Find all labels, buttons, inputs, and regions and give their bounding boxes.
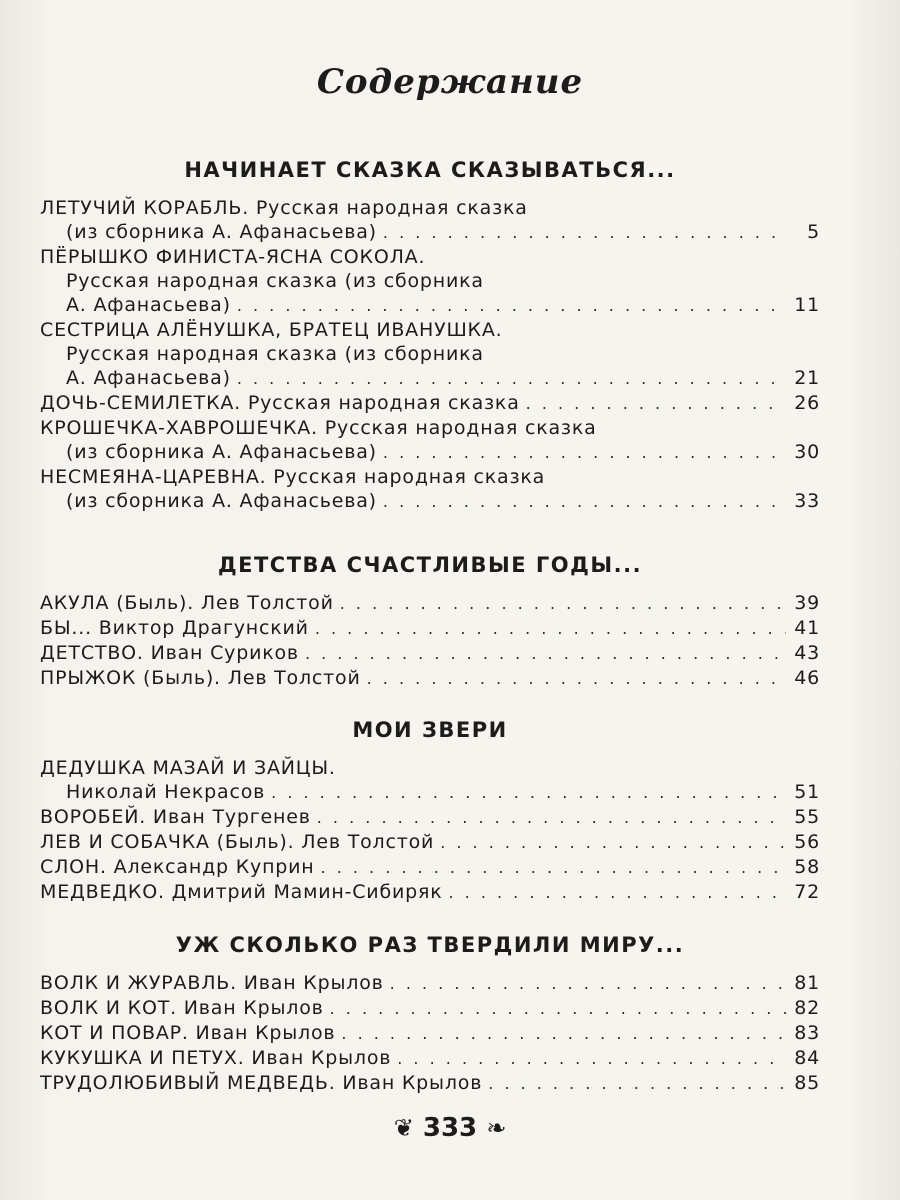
toc-entry-line xyxy=(40,780,820,805)
toc-page-number: 83 xyxy=(794,1022,820,1044)
toc-page-number: 51 xyxy=(794,781,820,803)
toc-entry-text: ЛЕВ И СОБАЧКА (Быль). Лев Толстой xyxy=(40,831,435,853)
toc-section xyxy=(40,553,820,691)
toc-entry xyxy=(40,855,820,880)
toc-entry-line xyxy=(40,489,820,514)
dot-leader xyxy=(237,367,786,391)
toc-entry xyxy=(40,666,820,691)
toc-entry xyxy=(40,416,820,465)
dot-leader xyxy=(237,294,786,318)
toc-entry-line xyxy=(40,196,820,220)
toc-entry-text: Николай Некрасов xyxy=(66,781,266,803)
toc-entry-line xyxy=(40,318,820,342)
toc-page-number: 41 xyxy=(794,617,820,639)
toc-entry xyxy=(40,196,820,245)
toc-entry-line xyxy=(40,1046,820,1071)
dot-leader xyxy=(390,972,786,996)
dot-leader xyxy=(321,856,786,880)
toc-entry-text: КОТ И ПОВАР. Иван Крылов xyxy=(40,1022,336,1044)
page-number: 333 xyxy=(422,1113,478,1143)
toc-entry-line xyxy=(40,416,820,440)
toc-entry xyxy=(40,1046,820,1071)
dot-leader xyxy=(488,1072,786,1096)
toc-entry-line xyxy=(40,616,820,641)
ornament-right-icon: ❧ xyxy=(486,1114,507,1142)
toc-entry-text: СЛОН. Александр Куприн xyxy=(40,856,315,878)
toc-entry-text: Русская народная сказка (из сборника xyxy=(66,343,484,365)
toc-page-number: 56 xyxy=(794,831,820,853)
toc-page-number: 82 xyxy=(794,997,820,1019)
toc-entry-line xyxy=(40,756,820,780)
toc-entry-line xyxy=(40,391,820,416)
toc-entry-text: А. Афанасьева) xyxy=(66,294,231,316)
page-footer xyxy=(0,1113,900,1143)
toc-entry-text: (из сборника А. Афанасьева) xyxy=(66,221,377,243)
toc-entry-line xyxy=(40,1021,820,1046)
toc-entry xyxy=(40,616,820,641)
dot-leader xyxy=(383,441,786,465)
toc-page-number: 30 xyxy=(794,441,820,463)
toc-entry-text: ВОЛК И КОТ. Иван Крылов xyxy=(40,997,324,1019)
toc-entry-text: АКУЛА (Быль). Лев Толстой xyxy=(40,592,334,614)
toc-entry-line xyxy=(40,805,820,830)
toc-entry xyxy=(40,1071,820,1096)
toc-page-number: 5 xyxy=(807,221,820,243)
dot-leader xyxy=(397,1047,786,1071)
toc-entry-line xyxy=(40,641,820,666)
dot-leader xyxy=(448,881,786,905)
toc-entry xyxy=(40,641,820,666)
toc-page-number: 43 xyxy=(794,642,820,664)
toc-entry-text: ДОЧЬ-СЕМИЛЕТКА. Русская народная сказка xyxy=(40,392,520,414)
toc-entry-text: ПРЫЖОК (Быль). Лев Толстой xyxy=(40,667,361,689)
dot-leader xyxy=(367,667,786,691)
toc-entry-text: А. Афанасьева) xyxy=(66,367,231,389)
toc-entry xyxy=(40,971,820,996)
toc-entry xyxy=(40,880,820,905)
toc-entry-line xyxy=(40,220,820,245)
toc-entry-text: КУКУШКА И ПЕТУХ. Иван Крылов xyxy=(40,1047,392,1069)
page-title: Содержание xyxy=(316,62,584,102)
section-heading: ДЕТСТВА СЧАСТЛИВЫЕ ГОДЫ... xyxy=(217,553,643,577)
section-heading: МОИ ЗВЕРИ xyxy=(352,718,508,742)
section-heading: УЖ СКОЛЬКО РАЗ ТВЕРДИЛИ МИРУ... xyxy=(175,933,685,957)
ornament-left-icon: ❦ xyxy=(393,1114,414,1142)
toc-page-number: 11 xyxy=(794,294,820,316)
toc-entry-line xyxy=(40,971,820,996)
toc-entry-line xyxy=(40,245,820,269)
toc-entry-line xyxy=(40,342,820,366)
dot-leader xyxy=(271,781,786,805)
toc-entry-text: БЫ... Виктор Драгунский xyxy=(40,617,309,639)
toc-entry-line xyxy=(40,880,820,905)
toc-entry-line xyxy=(40,666,820,691)
toc-entry xyxy=(40,996,820,1021)
toc-page-number: 81 xyxy=(794,972,820,994)
toc-page-number: 84 xyxy=(794,1047,820,1069)
toc-section xyxy=(40,718,820,905)
toc-entry-text: ДЕТСТВО. Иван Суриков xyxy=(40,642,299,664)
toc-entry-line xyxy=(40,293,820,318)
toc-page-number: 39 xyxy=(794,592,820,614)
toc-entry-text: ПЁРЫШКО ФИНИСТА-ЯСНА СОКОЛА. xyxy=(40,246,426,268)
toc-page-number: 58 xyxy=(794,856,820,878)
toc-entry xyxy=(40,391,820,416)
toc-entry-line xyxy=(40,269,820,293)
dot-leader xyxy=(341,1022,786,1046)
toc-entry-text: ДЕДУШКА МАЗАЙ И ЗАЙЦЫ. xyxy=(40,757,336,779)
toc-entry-text: СЕСТРИЦА АЛЁНУШКА, БРАТЕЦ ИВАНУШКА. xyxy=(40,319,503,341)
toc-entry xyxy=(40,591,820,616)
toc-entry-line xyxy=(40,591,820,616)
toc-page-number: 46 xyxy=(794,667,820,689)
toc-section xyxy=(40,158,820,514)
toc-entry xyxy=(40,805,820,830)
toc-entry-line xyxy=(40,855,820,880)
dot-leader xyxy=(315,617,786,641)
toc-entry-text: (из сборника А. Афанасьева) xyxy=(66,441,377,463)
toc-entry-line xyxy=(40,830,820,855)
toc-page-number: 33 xyxy=(794,490,820,512)
section-heading: НАЧИНАЕТ СКАЗКА СКАЗЫВАТЬСЯ... xyxy=(184,158,676,182)
toc-entry-text: Русская народная сказка (из сборника xyxy=(66,270,484,292)
toc-entry-text: МЕДВЕДКО. Дмитрий Мамин-Сибиряк xyxy=(40,881,443,903)
dot-leader xyxy=(305,642,786,666)
toc-page-number: 72 xyxy=(794,881,820,903)
dot-leader xyxy=(317,806,786,830)
toc-entry-text: КРОШЕЧКА-ХАВРОШЕЧКА. Русская народная сказка xyxy=(40,417,597,439)
toc-entry xyxy=(40,830,820,855)
toc-entry-line xyxy=(40,440,820,465)
toc-entry-line xyxy=(40,465,820,489)
toc-entry-text: ВОЛК И ЖУРАВЛЬ. Иван Крылов xyxy=(40,972,384,994)
dot-leader xyxy=(526,392,786,416)
toc-entry-text: ЛЕТУЧИЙ КОРАБЛЬ. Русская народная сказка xyxy=(40,197,528,219)
dot-leader xyxy=(330,997,786,1021)
dot-leader xyxy=(340,592,786,616)
dot-leader xyxy=(383,490,786,514)
dot-leader xyxy=(383,221,786,245)
toc-entry-line xyxy=(40,996,820,1021)
toc-section xyxy=(40,933,820,1096)
toc-entry xyxy=(40,245,820,318)
toc-entry-line xyxy=(40,366,820,391)
dot-leader xyxy=(440,831,786,855)
toc-entry xyxy=(40,465,820,514)
toc-entry xyxy=(40,1021,820,1046)
toc-page-number: 55 xyxy=(794,806,820,828)
toc-entry-line xyxy=(40,1071,820,1096)
toc-page-number: 21 xyxy=(794,367,820,389)
toc-entry xyxy=(40,756,820,805)
toc-entry-text: (из сборника А. Афанасьева) xyxy=(66,490,377,512)
toc-entry-text: ВОРОБЕЙ. Иван Тургенев xyxy=(40,806,311,828)
toc-entry xyxy=(40,318,820,391)
toc-page-number: 26 xyxy=(794,392,820,414)
toc-entry-text: НЕСМЕЯНА-ЦАРЕВНА. Русская народная сказка xyxy=(40,466,546,488)
toc-page-number: 85 xyxy=(794,1072,820,1094)
toc-entry-text: ТРУДОЛЮБИВЫЙ МЕДВЕДЬ. Иван Крылов xyxy=(40,1072,483,1094)
